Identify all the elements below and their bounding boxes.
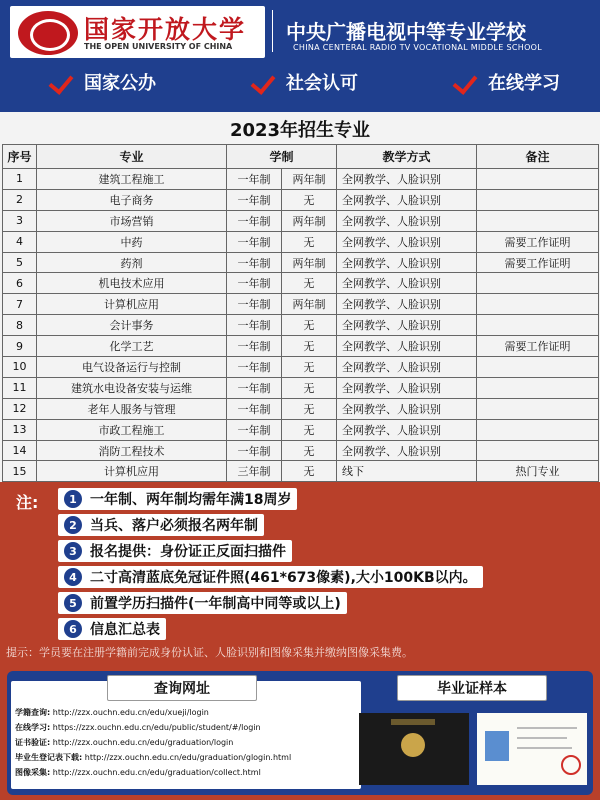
cell-system-b: 无	[282, 273, 337, 294]
cell-system-a: 一年制	[227, 440, 282, 461]
cell-mode: 全网教学、人脸识别	[337, 294, 477, 315]
cell-system-a: 一年制	[227, 419, 282, 440]
school-name-cn: 中央广播电视中等专业学校	[286, 20, 526, 44]
cell-mode: 全网教学、人脸识别	[337, 252, 477, 273]
cell-remark: 需要工作证明	[477, 252, 599, 273]
header-no: 序号	[3, 145, 37, 169]
header-system: 学制	[227, 145, 337, 169]
cell-remark	[477, 294, 599, 315]
header-divider	[272, 10, 273, 52]
cell-remark	[477, 315, 599, 336]
cell-system-b: 无	[282, 377, 337, 398]
header-mode: 教学方式	[337, 145, 477, 169]
cell-no: 13	[3, 419, 37, 440]
cell-system-b: 无	[282, 336, 337, 357]
cell-no: 7	[3, 294, 37, 315]
cell-major: 建筑工程施工	[37, 169, 227, 190]
cell-system-b: 两年制	[282, 169, 337, 190]
cell-major: 中药	[37, 231, 227, 252]
cell-mode: 线下	[337, 461, 477, 482]
note-item	[58, 566, 483, 588]
query-link-row[interactable]	[15, 737, 233, 748]
majors-table	[2, 144, 599, 482]
table-row	[3, 252, 599, 273]
link-url[interactable]: https://zzx.ouchn.edu.cn/edu/public/student/#/login	[52, 723, 261, 732]
cell-system-b: 无	[282, 461, 337, 482]
cell-no: 6	[3, 273, 37, 294]
cell-remark	[477, 398, 599, 419]
slogan-text: 国家公办	[84, 73, 156, 94]
note-number-badge: 1	[64, 490, 82, 508]
slogan-text: 在线学习	[488, 73, 560, 94]
cell-mode: 全网教学、人脸识别	[337, 398, 477, 419]
cell-major: 化学工艺	[37, 336, 227, 357]
checkmark-icon	[50, 69, 76, 95]
cell-remark: 热门专业	[477, 461, 599, 482]
link-url[interactable]: http://zzx.ouchn.edu.cn/edu/graduation/collect.html	[52, 768, 261, 777]
certificate-text-line	[517, 747, 572, 749]
cell-no: 1	[3, 169, 37, 190]
cell-no: 11	[3, 377, 37, 398]
cell-mode: 全网教学、人脸识别	[337, 440, 477, 461]
cell-remark	[477, 210, 599, 231]
note-item	[58, 592, 347, 614]
school-name-en: CHINA CENTERAL RADIO TV VOCATIONAL MIDDLE SCHOOL	[293, 43, 543, 52]
certificate-sample-box	[367, 681, 589, 789]
table-row	[3, 315, 599, 336]
cell-remark	[477, 273, 599, 294]
cell-major: 电气设备运行与控制	[37, 357, 227, 378]
cell-major: 机电技术应用	[37, 273, 227, 294]
query-link-row[interactable]	[15, 752, 291, 763]
link-url[interactable]: http://zzx.ouchn.edu.cn/edu/graduation/login	[52, 738, 234, 747]
table-row	[3, 336, 599, 357]
table-body	[3, 169, 599, 482]
cell-major: 建筑水电设备安装与运维	[37, 377, 227, 398]
query-link-row[interactable]	[15, 707, 209, 718]
cell-system-b: 两年制	[282, 252, 337, 273]
cell-system-a: 一年制	[227, 189, 282, 210]
table-row	[3, 377, 599, 398]
cell-system-a: 一年制	[227, 398, 282, 419]
student-photo	[485, 731, 509, 761]
table-row	[3, 294, 599, 315]
cell-system-b: 无	[282, 189, 337, 210]
checkmark-icon	[454, 69, 480, 95]
national-emblem-icon	[401, 733, 425, 757]
cell-major: 消防工程技术	[37, 440, 227, 461]
note-text: 一年制、两年制均需年满18周岁	[90, 492, 292, 508]
cell-system-a: 一年制	[227, 252, 282, 273]
link-url[interactable]: http://zzx.ouchn.edu.cn/edu/xueji/login	[52, 708, 209, 717]
slogan-bar	[50, 66, 560, 98]
cell-system-a: 一年制	[227, 315, 282, 336]
link-label: 毕业生登记表下载:	[15, 753, 83, 762]
cell-system-a: 一年制	[227, 336, 282, 357]
cell-no: 3	[3, 210, 37, 231]
cell-remark	[477, 189, 599, 210]
table-row	[3, 419, 599, 440]
cell-no: 14	[3, 440, 37, 461]
cell-no: 15	[3, 461, 37, 482]
note-number-badge: 3	[64, 542, 82, 560]
cell-remark: 需要工作证明	[477, 336, 599, 357]
cell-mode: 全网教学、人脸识别	[337, 189, 477, 210]
cell-system-b: 无	[282, 231, 337, 252]
notes-section	[0, 482, 600, 667]
table-row	[3, 273, 599, 294]
cell-major: 计算机应用	[37, 461, 227, 482]
cell-system-a: 一年制	[227, 273, 282, 294]
table-row	[3, 231, 599, 252]
cell-system-a: 一年制	[227, 357, 282, 378]
cell-system-b: 无	[282, 357, 337, 378]
cell-major: 电子商务	[37, 189, 227, 210]
cell-system-a: 一年制	[227, 169, 282, 190]
university-seal-icon	[18, 11, 78, 55]
certificate-text-line	[517, 727, 577, 729]
cell-mode: 全网教学、人脸识别	[337, 315, 477, 336]
cell-system-b: 无	[282, 398, 337, 419]
table-row	[3, 461, 599, 482]
cover-title-mark	[391, 719, 435, 725]
table-row	[3, 169, 599, 190]
table-row	[3, 398, 599, 419]
university-logo	[10, 6, 265, 58]
link-label: 学籍查询:	[15, 708, 51, 717]
query-link-row[interactable]	[15, 722, 261, 733]
cell-system-b: 无	[282, 315, 337, 336]
cell-mode: 全网教学、人脸识别	[337, 210, 477, 231]
certificate-page-image	[477, 713, 587, 785]
checkmark-icon	[252, 69, 278, 95]
note-text: 二寸高清蓝底免冠证件照(461*673像素),大小100KB以内。	[90, 570, 477, 586]
cell-no: 12	[3, 398, 37, 419]
cell-major: 市政工程施工	[37, 419, 227, 440]
cell-remark	[477, 377, 599, 398]
cell-remark	[477, 357, 599, 378]
logo-title-en: THE OPEN UNIVERSITY OF CHINA	[84, 42, 233, 51]
cell-system-a: 一年制	[227, 231, 282, 252]
cell-remark	[477, 419, 599, 440]
note-number-badge: 4	[64, 568, 82, 586]
enrollment-panel	[0, 112, 600, 482]
tip-text: 提示：学员要在注册学籍前完成身份认证、人脸识别和图像采集并缴纳图像采集费。	[6, 646, 413, 659]
cell-mode: 全网教学、人脸识别	[337, 419, 477, 440]
official-stamp-icon	[561, 755, 581, 775]
header-major: 专业	[37, 145, 227, 169]
cell-system-b: 无	[282, 419, 337, 440]
cell-major: 计算机应用	[37, 294, 227, 315]
cell-major: 市场营销	[37, 210, 227, 231]
link-label: 证书验证:	[15, 738, 51, 747]
table-row	[3, 357, 599, 378]
cell-system-b: 无	[282, 440, 337, 461]
table-row	[3, 210, 599, 231]
certificate-cover-image	[359, 713, 469, 785]
cell-no: 4	[3, 231, 37, 252]
cell-major: 药剂	[37, 252, 227, 273]
cell-mode: 全网教学、人脸识别	[337, 357, 477, 378]
note-number-badge: 6	[64, 620, 82, 638]
header-remark: 备注	[477, 145, 599, 169]
note-text: 前置学历扫描件(一年制高中同等或以上)	[90, 596, 341, 612]
slogan-text: 社会认可	[286, 73, 358, 94]
certificate-sample-title: 毕业证样本	[397, 675, 547, 701]
cell-mode: 全网教学、人脸识别	[337, 169, 477, 190]
note-number-badge: 2	[64, 516, 82, 534]
slogan-item	[50, 69, 156, 95]
query-links-title: 查询网址	[107, 675, 257, 701]
link-url[interactable]: http://zzx.ouchn.edu.cn/edu/graduation/glogin.html	[84, 753, 292, 762]
cell-major: 老年人服务与管理	[37, 398, 227, 419]
cell-mode: 全网教学、人脸识别	[337, 377, 477, 398]
cell-mode: 全网教学、人脸识别	[337, 231, 477, 252]
cell-remark	[477, 169, 599, 190]
cell-no: 9	[3, 336, 37, 357]
cell-major: 会计事务	[37, 315, 227, 336]
cell-remark: 需要工作证明	[477, 231, 599, 252]
table-row	[3, 440, 599, 461]
cell-system-b: 两年制	[282, 294, 337, 315]
cell-remark	[477, 440, 599, 461]
cell-system-b: 两年制	[282, 210, 337, 231]
slogan-item	[252, 69, 358, 95]
note-number-badge: 5	[64, 594, 82, 612]
cell-mode: 全网教学、人脸识别	[337, 336, 477, 357]
table-title: 2023年招生专业	[229, 120, 371, 141]
logo-title-cn: 国家开放大学	[84, 15, 247, 44]
certificate-text-line	[517, 737, 567, 739]
query-links-box	[11, 681, 361, 789]
note-text: 报名提供：身份证正反面扫描件	[90, 544, 286, 560]
query-link-row[interactable]	[15, 767, 261, 778]
cell-no: 2	[3, 189, 37, 210]
note-text: 当兵、落户必须报名两年制	[90, 518, 258, 534]
table-header-row	[3, 145, 599, 169]
cell-no: 8	[3, 315, 37, 336]
cell-system-a: 一年制	[227, 210, 282, 231]
note-item	[58, 514, 264, 536]
link-label: 在线学习:	[15, 723, 51, 732]
header-banner	[0, 0, 600, 112]
note-item	[58, 540, 292, 562]
cell-no: 5	[3, 252, 37, 273]
slogan-item	[454, 69, 560, 95]
cell-system-a: 一年制	[227, 377, 282, 398]
link-label: 图像采集:	[15, 768, 51, 777]
note-item	[58, 618, 166, 640]
note-item	[58, 488, 297, 510]
cell-mode: 全网教学、人脸识别	[337, 273, 477, 294]
cell-system-a: 三年制	[227, 461, 282, 482]
footer-panel	[7, 671, 593, 795]
table-row	[3, 189, 599, 210]
cell-system-a: 一年制	[227, 294, 282, 315]
cell-no: 10	[3, 357, 37, 378]
note-text: 信息汇总表	[90, 622, 160, 638]
notes-label: 注:	[16, 493, 39, 512]
